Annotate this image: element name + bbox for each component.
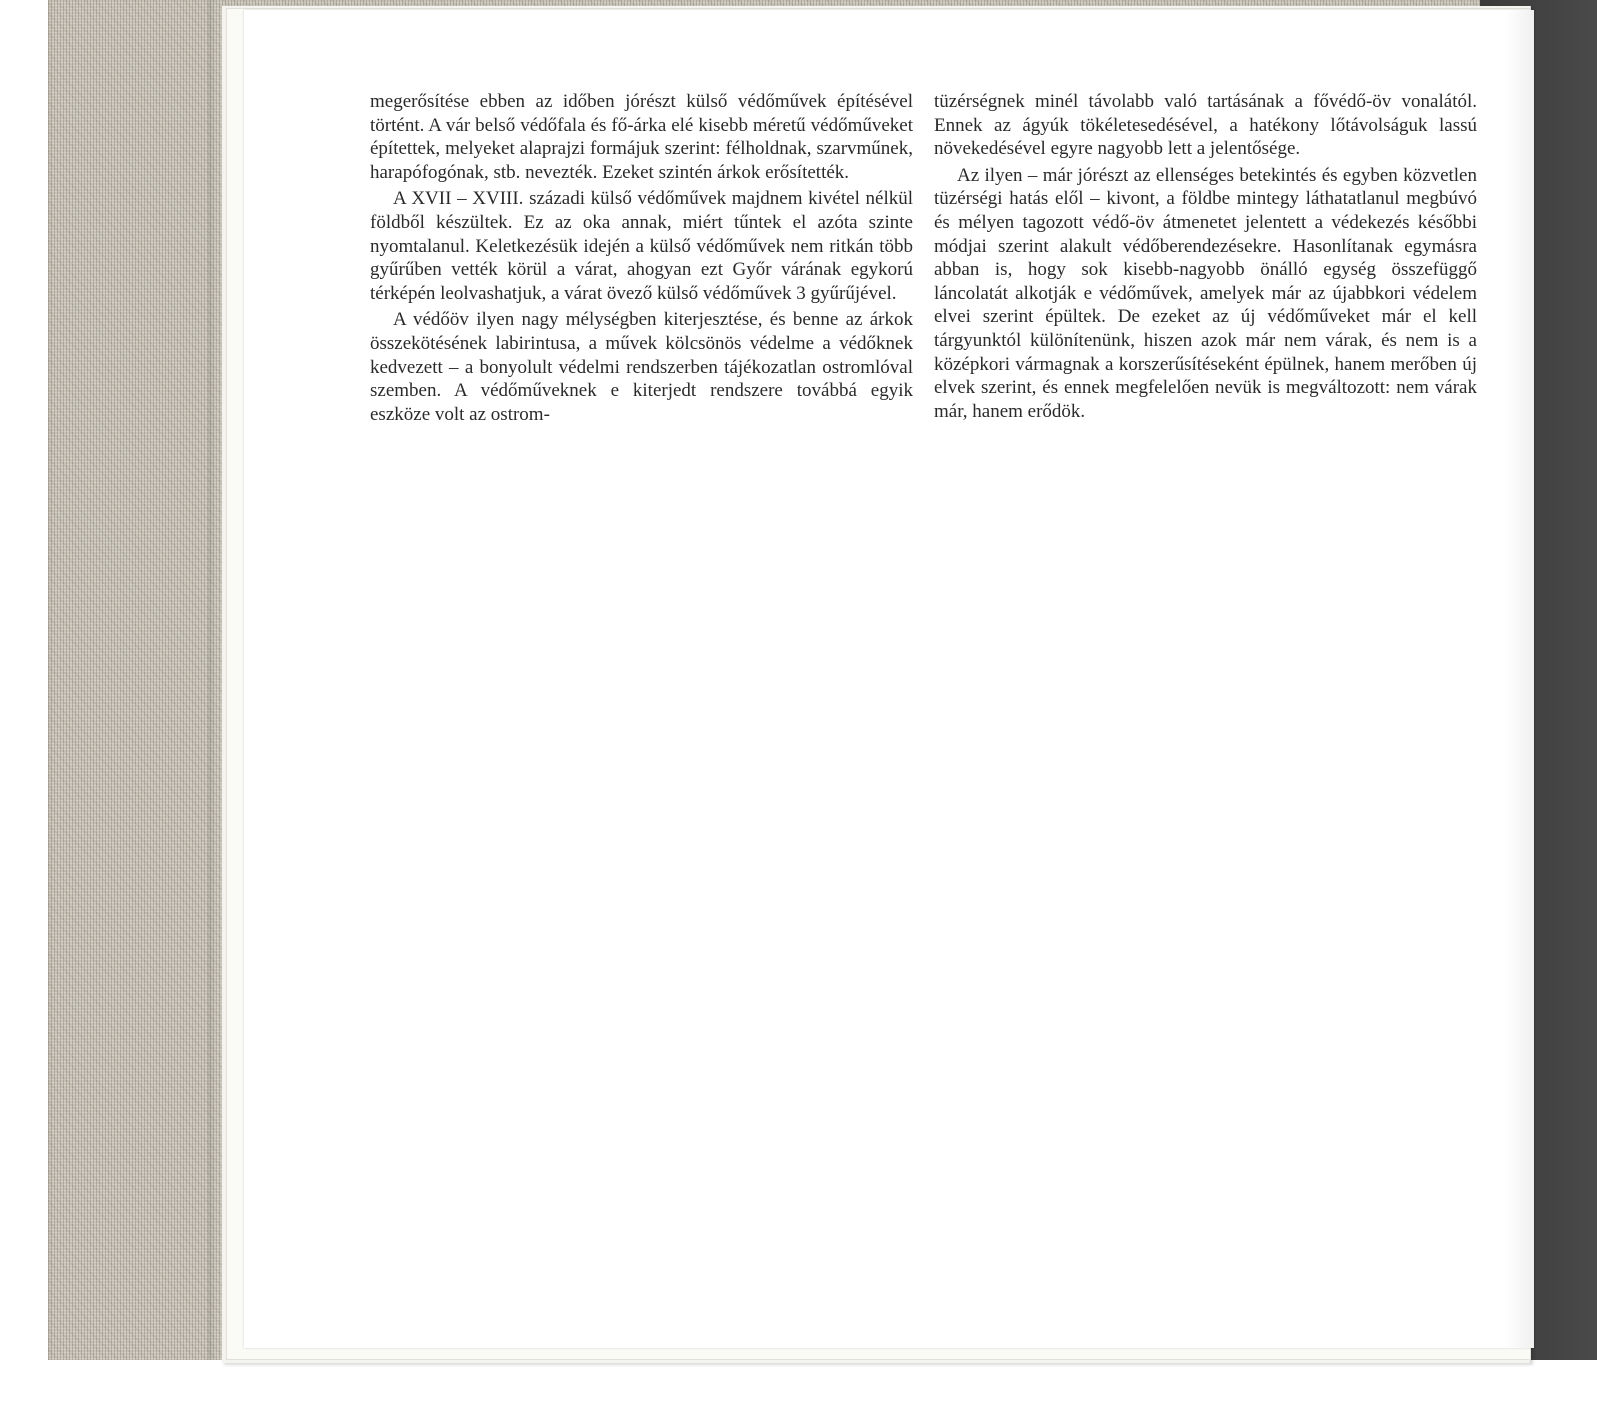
paragraph: tüzérségnek minél távolabb való tartásának a fővédő-öv vonalától. Ennek az ágyúk tökéletesedésével, a hatékony lőtávolságuk lassú növekedésével egyre nagyobb lett a jelentősége. <box>934 91 1477 160</box>
paragraph: A védőöv ilyen nagy mélységben kiterjesztése, és benne az árkok összekötésének labirintusa, a művek kölcsönös védelme a védőknek kedvezett – a bonyolult védelmi rendszerben tájékozatlan ostromlóval szemben. A védőműveknek e kiterjedt rendszere továbbá egyik eszköze volt az ostrom- <box>370 309 913 425</box>
background-white <box>0 1360 1597 1410</box>
book-page <box>244 10 1534 1348</box>
text-column-left <box>370 90 913 429</box>
paragraph: A XVII – XVIII. századi külső védőművek majdnem kivétel nélkül földből készültek. Ez az oka annak, miért tűntek el azóta szinte nyomtalanul. Keletkezésük idején a külső védőművek nem ritkán több gyűrűben vették körül a várat, ahogyan ezt Győr várának egykorú térképén leolvashatjuk, a várat övező külső védőművek 3 gyűrűjével. <box>370 188 913 304</box>
cover-spine-groove <box>208 0 218 1410</box>
cover-edge-shadow <box>48 0 54 1410</box>
text-column-right <box>934 90 1477 426</box>
paragraph: megerősítése ebben az időben jórészt külső védőművek építésével történt. A vár belső védőfala és fő-árka elé kisebb méretű védőműveket építettek, melyeket alaprajzi formájuk szerint: félholdnak, szarvműnek, harapófogónak, stb. nevezték. Ezeket szintén árkok erősítették. <box>370 91 913 183</box>
page-shadow <box>1504 10 1534 1348</box>
paragraph: Az ilyen – már jórészt az ellenséges betekintés és egyben közvetlen tüzérségi hatás elől – kivont, a földbe mintegy láthatatlanul megbúvó és mélyen tagozott védő-öv átmenetet jelentett a védekezés későbbi módjai szerint alakult védőberendezésekre. Hasonlítanak egymásra abban is, hogy sok kisebb-nagyobb önálló egység összefüggő láncolatát alkotják e védőművek, amelyek már az újabbkori védelem elvei szerint épültek. De ezeket az új védőműveket már el kell tárgyunktól különítenünk, hiszen azok már nem várak, és nem is a középkori vármagnak a korszerűsítéseként épülnek, hanem merőben új elvek szerint, és ennek megfelelően nevük is megváltozott: nem várak már, hanem erődök. <box>934 164 1477 422</box>
